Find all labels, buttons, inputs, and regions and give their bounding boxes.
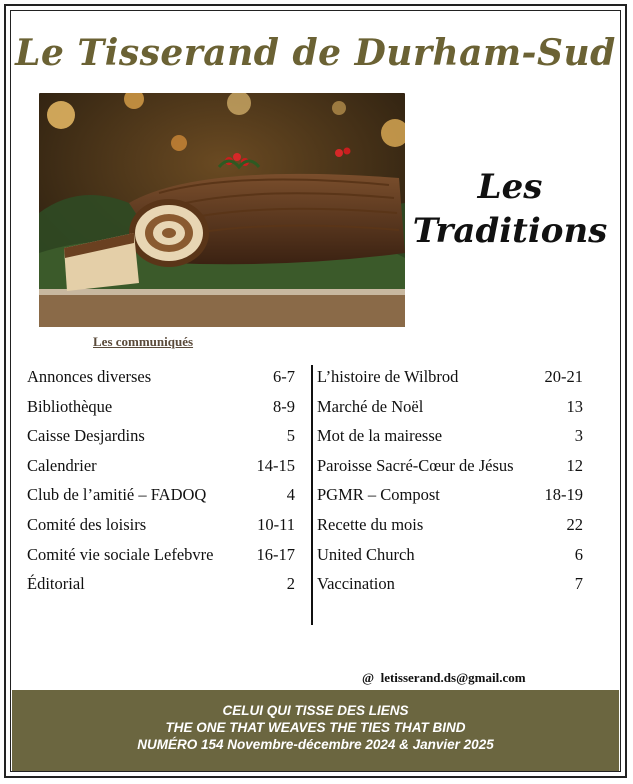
toc-title: Club de l’amitié – FADOQ xyxy=(27,485,207,505)
masthead-title: Le Tisserand de Durham-Sud xyxy=(15,32,616,74)
toc-pages: 7 xyxy=(574,574,583,594)
toc-pages: 2 xyxy=(286,574,295,594)
yule-log-illustration xyxy=(39,93,405,327)
toc-title: United Church xyxy=(317,544,415,564)
toc-title: Caisse Desjardins xyxy=(27,426,145,446)
toc-pages: 18-19 xyxy=(544,485,583,505)
toc-row xyxy=(27,484,295,514)
toc-divider xyxy=(311,365,313,625)
toc-pages: 4 xyxy=(286,485,295,505)
toc-title: Marché de Noël xyxy=(317,396,424,416)
toc-row xyxy=(27,425,295,455)
toc-title: Annonces diverses xyxy=(27,367,152,386)
toc-row xyxy=(317,514,583,544)
email-address[interactable]: letisserand.ds@gmail.com xyxy=(380,670,526,685)
footer-motto-fr: CELUI QUI TISSE DES LIENS xyxy=(222,703,409,718)
footer-motto-en: THE ONE THAT WEAVES THE TIES THAT BIND xyxy=(165,720,466,735)
toc-row xyxy=(27,366,295,396)
toc-title: Bibliothèque xyxy=(27,396,113,416)
toc-title: L’histoire de Wilbrod xyxy=(317,367,459,386)
theme-line-2: Traditions xyxy=(412,211,608,251)
toc-row xyxy=(27,514,295,544)
toc-pages: 22 xyxy=(566,514,583,534)
contact-email[interactable] xyxy=(362,670,526,686)
at-icon: @ xyxy=(362,670,375,685)
toc-title: Mot de la mairesse xyxy=(317,426,443,446)
toc-right-column xyxy=(317,366,583,603)
toc-title: Comité vie sociale Lefebvre xyxy=(27,544,214,564)
theme-line-1: Les xyxy=(477,167,543,207)
toc-row xyxy=(27,544,295,574)
toc-row xyxy=(317,573,583,603)
toc-pages: 6-7 xyxy=(273,367,295,386)
toc-title: Comité des loisirs xyxy=(27,514,147,534)
toc-row xyxy=(27,455,295,485)
toc-pages: 20-21 xyxy=(544,367,583,386)
toc-pages: 12 xyxy=(566,455,583,475)
toc-row xyxy=(317,396,583,426)
toc-heading: Les communiqués xyxy=(93,334,194,349)
theme-title xyxy=(405,165,615,253)
toc-pages: 8-9 xyxy=(273,396,295,416)
toc-title: PGMR – Compost xyxy=(317,485,440,505)
footer-banner xyxy=(12,690,619,771)
toc-row xyxy=(317,544,583,574)
toc-pages: 14-15 xyxy=(256,455,295,475)
toc-title: Paroisse Sacré-Cœur de Jésus xyxy=(317,455,514,475)
toc-row xyxy=(317,425,583,455)
toc-pages: 10-11 xyxy=(257,514,295,534)
toc-row xyxy=(317,484,583,514)
toc-row xyxy=(317,455,583,485)
toc-pages: 5 xyxy=(286,426,295,446)
toc-pages: 3 xyxy=(574,426,583,446)
toc-pages: 6 xyxy=(574,544,583,564)
toc-row xyxy=(27,573,295,603)
toc-pages: 16-17 xyxy=(256,544,295,564)
toc-row xyxy=(317,366,583,396)
toc-title: Calendrier xyxy=(27,455,97,475)
footer-issue: NUMÉRO 154 Novembre-décembre 2024 & Janvier 2025 xyxy=(137,737,494,752)
toc-title: Recette du mois xyxy=(317,514,424,534)
toc-row xyxy=(27,396,295,426)
cover-photo xyxy=(39,93,405,327)
toc-pages: 13 xyxy=(566,396,583,416)
toc-title: Éditorial xyxy=(27,574,85,594)
toc-title: Vaccination xyxy=(317,574,395,594)
toc-left-column xyxy=(27,366,295,603)
